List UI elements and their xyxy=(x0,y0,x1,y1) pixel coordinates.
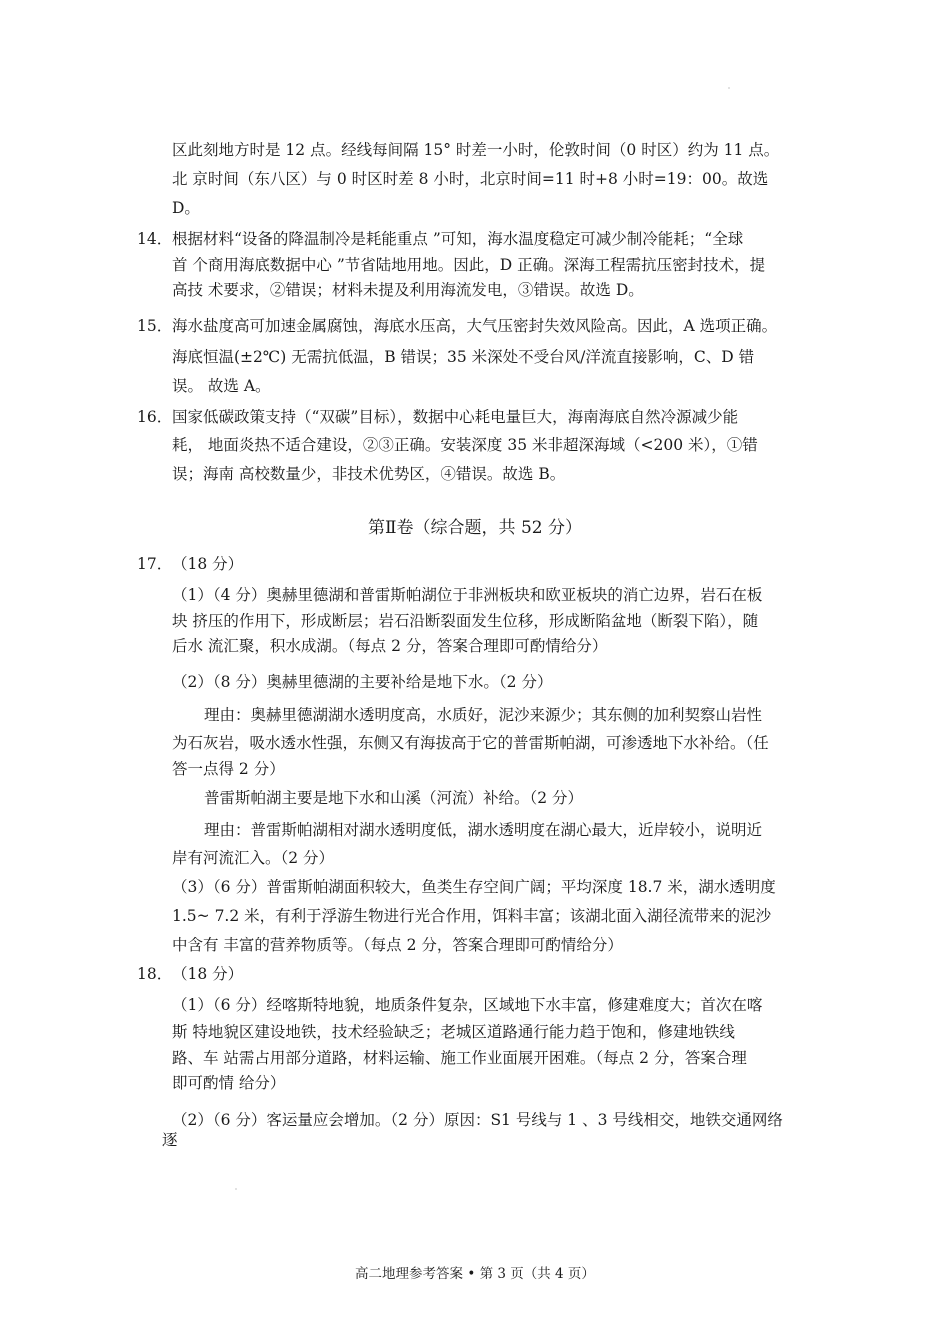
q14-line-1: 根据材料“设备的降温制冷是耗能重点 ”可知，海水温度稳定可减少制冷能耗；“全球 xyxy=(172,230,744,248)
q17-p3-line-2: 1.5~ 7.2 米，有利于浮游生物进行光合作用，饵料丰富；该湖北面入湖径流带来的泥沙 xyxy=(172,907,772,925)
q17-p1-line-1: （1）（4 分）奥赫里德湖和普雷斯帕湖位于非洲板块和欧亚板块的消亡边界，岩石在板 xyxy=(172,586,763,604)
q18-score: （18 分） xyxy=(172,965,244,983)
scan-speck xyxy=(728,87,730,89)
q18-p1-line-2: 斯 特地貌区建设地铁，技术经验缺乏；老城区道路通行能力趋于饱和，修建地铁线 xyxy=(172,1023,735,1041)
q15-line-1: 海水盐度高可加速金属腐蚀，海底水压高，大气压密封失效风险高。因此，A 选项正确。 xyxy=(172,317,778,335)
q16-line-1: 国家低碳政策支持（“双碳”目标），数据中心耗电量巨大，海南海底自然冷源减少能 xyxy=(172,408,739,426)
q18-p1-line-4: 即可酌情 给分） xyxy=(172,1074,286,1092)
q13-line-2: 北 京时间（东八区）与 0 时区时差 8 小时，北京时间=11 时+8 小时=19：00。故选 xyxy=(172,170,769,188)
q18-p2-line-1: （2）（6 分）客运量应会增加。（2 分）原因：S1 号线与 1 、3 号线相交，地铁交通网络 xyxy=(172,1111,783,1129)
q17-number: 17． xyxy=(137,555,173,573)
q16-number: 16． xyxy=(137,408,173,426)
q18-p1-line-1: （1）（6 分）经喀斯特地貌，地质条件复杂，区域地下水丰富，修建难度大；首次在喀 xyxy=(172,996,763,1014)
q17-p2-line-7: 岸有河流汇入。（2 分） xyxy=(172,849,335,867)
q18-number: 18． xyxy=(137,965,173,983)
page-footer: 高二地理参考答案 • 第 3 页（共 4 页） xyxy=(355,1266,595,1282)
q17-p2-line-5: 普雷斯帕湖主要是地下水和山溪（河流）补给。（2 分） xyxy=(204,789,584,807)
q17-p1-line-3: 后水 流汇聚，积水成湖。（每点 2 分，答案合理即可酌情给分） xyxy=(172,637,608,655)
q18-p2-line-2: 逐 xyxy=(162,1131,178,1149)
q14-line-3: 高技 术要求，②错误；材料未提及利用海流发电，③错误。故选 D。 xyxy=(172,281,644,299)
q13-line-3: D。 xyxy=(172,199,200,217)
q15-number: 15． xyxy=(137,317,173,335)
q17-p2-line-4: 答一点得 2 分） xyxy=(172,760,285,778)
q17-p2-line-6: 理由：普雷斯帕湖相对湖水透明度低，湖水透明度在湖心最大，近岸较小，说明近 xyxy=(204,821,763,839)
q18-p1-line-3: 路、车 站需占用部分道路，材料运输、施工作业面展开困难。（每点 2 分，答案合理 xyxy=(172,1049,747,1067)
q17-p3-line-3: 中含有 丰富的营养物质等。（每点 2 分，答案合理即可酌情给分） xyxy=(172,936,623,954)
q17-p2-line-3: 为石灰岩，吸水透水性强，东侧又有海拔高于它的普雷斯帕湖，可渗透地下水补给。（任 xyxy=(172,734,769,752)
q16-line-3: 误；海南 高校数量少，非技术优势区，④错误。故选 B。 xyxy=(172,465,566,483)
q17-p3-line-1: （3）（6 分）普雷斯帕湖面积较大，鱼类生存空间广阔；平均深度 18.7 米，湖水透明度 xyxy=(172,878,776,896)
q17-p1-line-2: 块 挤压的作用下，形成断层；岩石沿断裂面发生位移，形成断陷盆地（断裂下陷），随 xyxy=(172,612,759,630)
q15-line-2: 海底恒温(±2℃) 无需抗低温，B 错误；35 米深处不受台风/洋流直接影响，C、D 错 xyxy=(172,348,755,366)
scan-speck xyxy=(235,1188,237,1190)
q14-line-2: 首 个商用海底数据中心 ”节省陆地用地。因此，D 正确。深海工程需抗压密封技术，提 xyxy=(172,256,766,274)
section-title: 第Ⅱ卷（综合题，共 52 分） xyxy=(368,518,582,538)
q17-p2-line-1: （2）（8 分）奥赫里德湖的主要补给是地下水。（2 分） xyxy=(172,673,553,691)
q16-line-2: 耗， 地面炎热不适合建设，②③正确。安装深度 35 米非超深海域（<200 米），①错 xyxy=(172,436,758,454)
q15-line-3: 误。 故选 A。 xyxy=(172,377,271,395)
q14-number: 14． xyxy=(137,230,173,248)
q13-line-1: 区此刻地方时是 12 点。经线每间隔 15° 时差一小时，伦敦时间（0 时区）约为 11 点。 xyxy=(172,141,780,159)
q17-p2-line-2: 理由：奥赫里德湖湖水透明度高，水质好，泥沙来源少；其东侧的加利契察山岩性 xyxy=(204,706,763,724)
q17-score: （18 分） xyxy=(172,555,244,573)
